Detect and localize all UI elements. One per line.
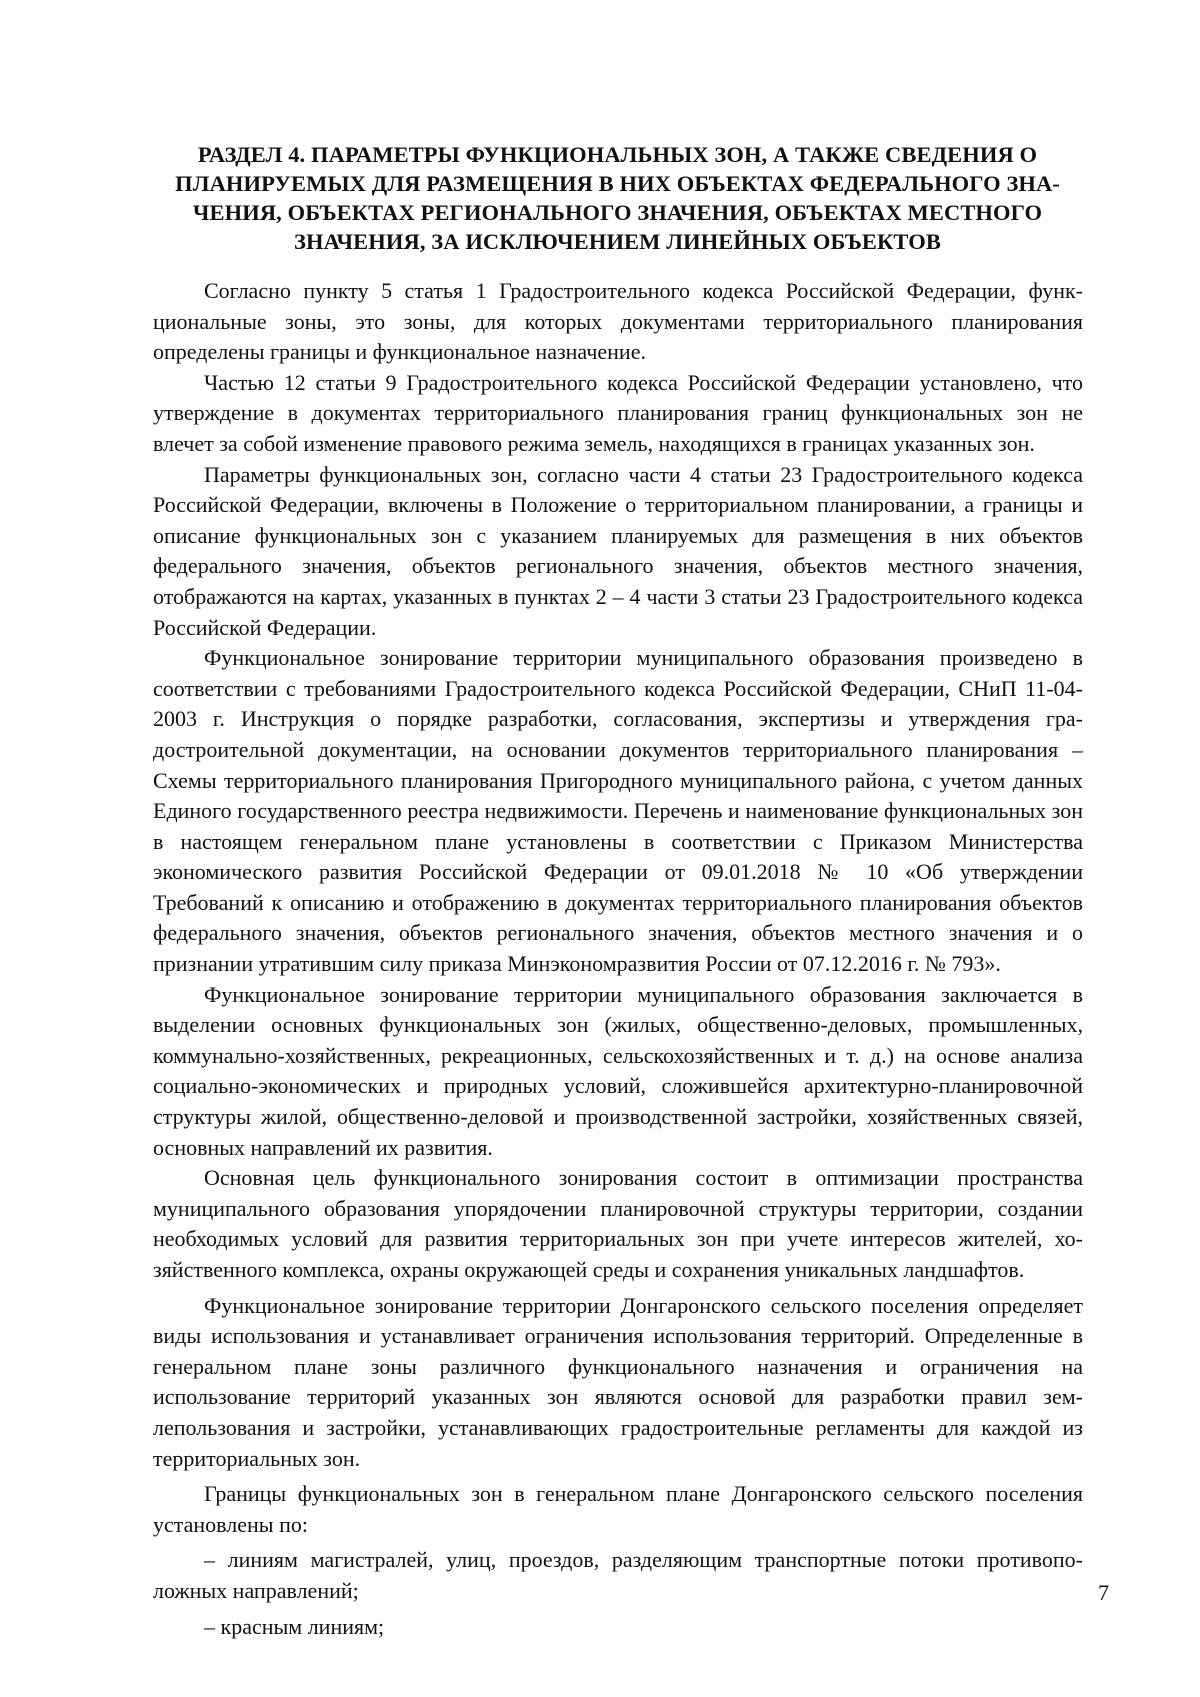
paragraph: Согласно пункту 5 статья 1 Градостроительного кодекса Российской Федерации, функциональные зоны, это зоны, для которых документами территориального планирования определены границы и функциональное назначение. [153, 278, 1083, 365]
paragraph: Функциональное зонирование территории муниципального образования заключается в выделении основных функциональных зон (жилых, общественно-деловых, промышленных, коммунально-хозяйственных, рекреационных, сельскохозяйственных и т. д.) на основе анализа социально-экономических и природных условий, сложившейся архитектурно-планировочной структуры жилой, общественно-деловой и производственной застройки, хозяйственных связей, основных направлений их развития. [153, 981, 1083, 1160]
section-heading: РАЗДЕЛ 4. ПАРАМЕТРЫ ФУНКЦИОНАЛЬНЫХ ЗОН, А ТАКЖЕ СВЕДЕНИЯ О ПЛАНИРУЕМЫХ ДЛЯ РАЗМЕЩЕНИЯ В НИХ ОБЪЕКТАХ ФЕДЕРАЛЬНОГО ЗНАЧЕНИЯ, ОБЪЕКТАХ РЕГИОНАЛЬНОГО ЗНАЧЕНИЯ, ОБЪЕКТАХ МЕСТНОГО ЗНАЧЕНИЯ, ЗА ИСКЛЮЧЕНИЕМ ЛИНЕЙНЫХ ОБЪЕКТОВ [175, 142, 1060, 254]
list-item: – красным линиям; [204, 1613, 385, 1639]
page-number: 7 [1098, 1580, 1109, 1605]
paragraph: Функциональное зонирование территории Донгаронского сельского поселения определяет виды использования и устанавливает ограничения использования территорий. Определенные в генеральном плане зоны различного функционального назначения и ограничения на использование территорий указанных зон являются основой для разработки правил землепользования и застройки, устанавливающих градостроительные регламенты для каждой из территориальных зон. [153, 1292, 1083, 1471]
paragraph: Основная цель функционального зонирования состоит в оптимизации пространства муниципального образования упорядочении планировочной структуры территории, создании необходимых условий для развития территориальных зон при учете интересов жителей, хозяйственного комплекса, охраны окружающей среды и сохранения уникальных ландшафтов. [153, 1165, 1083, 1282]
paragraph: Частью 12 статьи 9 Градостроительного кодекса Российской Федерации установлено, что утверждение в документах территориального планирования границ функциональных зон не влечет за собой изменение правового режима земель, находящихся в границах указанных зон. [153, 369, 1083, 456]
paragraph: Параметры функциональных зон, согласно части 4 статьи 23 Градостроительного кодекса Российской Федерации, включены в Положение о территориальном планировании, а границы и описание функциональных зон с указанием планируемых для размещения в них объектов федерального значения, объектов регионального значения, объектов местного значения, отображаются на картах, указанных в пунктах 2 – 4 части 3 статьи 23 Градостроительного кодекса Российской Федерации. [153, 461, 1083, 640]
body-text [153, 276, 1083, 1642]
paragraph: Границы функциональных зон в генеральном плане Донгаронского сельского поселения установлены по: [153, 1481, 1083, 1537]
list-item: – линиям магистралей, улиц, проездов, разделяющим транспортные потоки противоположных направлений; [153, 1547, 1083, 1603]
paragraph: Функциональное зонирование территории муниципального образования произведено в соответствии с требованиями Градостроительного кодекса Российской Федерации, СНиП 11-04-2003 г. Инструкция о порядке разработки, согласования, экспертизы и утверждения градостроительной документации, на основании документов территориального планирования – Схемы территориального планирования Пригородного муниципального района, с учетом данных Единого государственного реестра недвижимости. Перечень и наименование функциональных зон в настоящем генеральном плане установлены в соответствии с Приказом Министерства экономического развития Российской Федерации от 09.01.2018 № 10 «Об утверждении Требований к описанию и отображению в документах территориального планирования объектов федерального значения, объектов регионального значения, объектов местного значения и о признании утратившим силу приказа Минэкономразвития России от 07.12.2016 г. № 793». [153, 645, 1083, 977]
